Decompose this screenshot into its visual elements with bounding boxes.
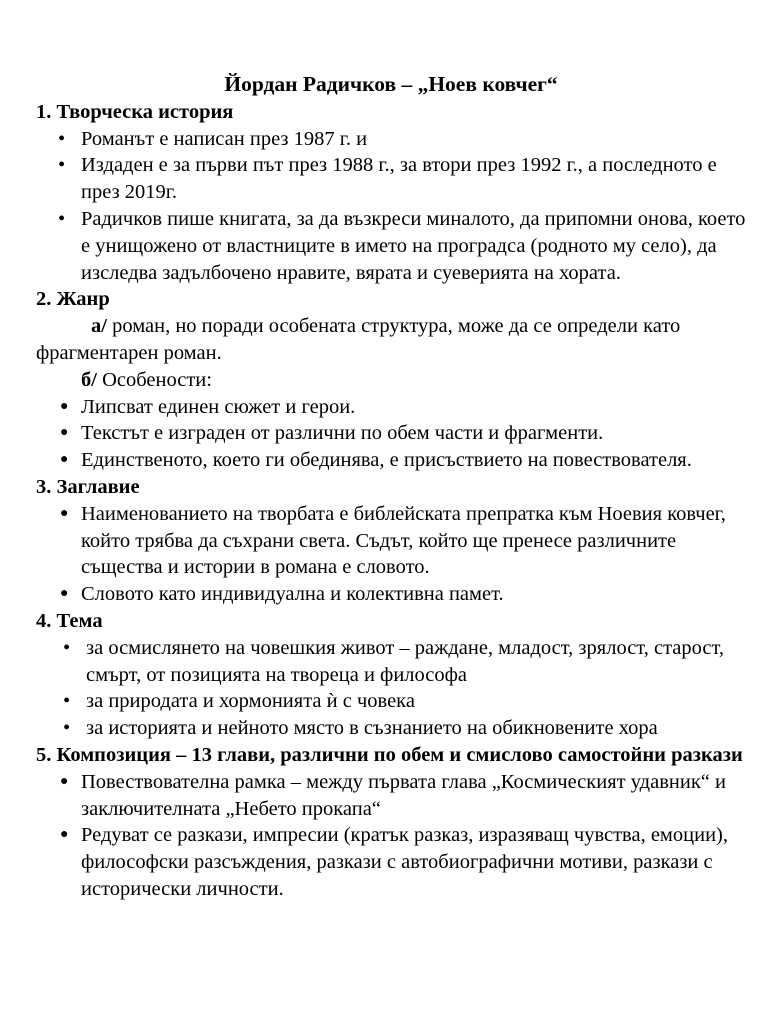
section-heading-history: 1. Творческа история: [36, 100, 234, 123]
list-item: • Радичков пише книгата, за да възкреси миналото, да припомни онова, което е унищожено от властниците в името на проградса (родното му село), да изследва задълбочено нравите, вярата и суеверията на хората.: [58, 207, 746, 284]
list-item: • Издаден е за първи път през 1988 г., за втори през 1992 г., а последното е през 2019г.: [58, 154, 717, 204]
list-item: ● Редуват се разкази, импресии (кратък разказ, изразяващ чувства, емоции), философски разсъждения, разкази с автобиографични мотиви, разкази с исторически личности.: [60, 824, 729, 900]
section-heading-theme: 4. Тема: [36, 609, 103, 632]
genre-paragraph-a: а/ роман, но поради особената структура, може да се определи като фрагментарен роман.: [36, 315, 681, 364]
bullet-icon: •: [63, 690, 71, 713]
bullet-icon: ●: [60, 425, 69, 441]
list-item: ● Текстът е изграден от различни по обем части и фрагменти.: [36, 420, 746, 447]
bullet-icon: ●: [60, 773, 69, 789]
bullet-icon: •: [63, 636, 71, 659]
bullet-icon: ●: [60, 505, 69, 521]
bullet-icon: •: [58, 127, 66, 150]
list-item: ● Единственото, което ги обединява, е присъствието на повествователя.: [36, 447, 746, 474]
genre-paragraph-b: б/ Особености:: [81, 368, 212, 391]
marker-a: а/: [91, 315, 107, 338]
list-item: ● Наименованието на творбата е библейската препратка към Ноевия ковчег, който трябва да съхрани света. Съдът, който ще пренесе различните същества и истории в романа е словото.: [60, 502, 726, 579]
title-list: [36, 501, 746, 608]
list-item: ● Словото като индивидуална и колективна памет.: [36, 581, 746, 608]
bullet-icon: •: [58, 207, 66, 230]
genre-features-list: [36, 394, 746, 474]
document-page: [36, 71, 746, 903]
bullet-icon: •: [63, 717, 71, 740]
list-item: ● Повествователна рамка – между първата глава „Космическият удавник“ и заключителната „Небето прокапа“: [60, 770, 726, 820]
list-item: • за осмислянето на човешкия живот – раждане, младост, зрялост, старост, смърт, от позицията на твореца и философа: [63, 636, 725, 686]
bullet-icon: ●: [60, 452, 69, 468]
section-heading-genre: 2. Жанр: [36, 288, 110, 311]
bullet-icon: •: [58, 154, 66, 177]
list-item: • за природата и хормонията ѝ с човека: [36, 688, 746, 715]
bullet-icon: ●: [60, 827, 69, 843]
history-list: [36, 126, 746, 287]
bullet-icon: ●: [60, 586, 69, 602]
list-item: • за историята и нейното място в съзнанието на обикновените хора: [36, 715, 746, 742]
theme-list: [36, 635, 746, 742]
document-title: Йордан Радичков – „Ноев ковчег“: [224, 72, 558, 96]
list-item: ● Липсват единен сюжет и герои.: [36, 394, 746, 421]
section-heading-title: 3. Заглавие: [36, 475, 140, 498]
bullet-icon: ●: [60, 398, 69, 414]
marker-b: б/: [81, 368, 97, 391]
section-heading-composition: 5. Композиция – 13 глави, различни по обем и смислово самостойни разкази: [36, 743, 743, 766]
list-item: • Романът е написан през 1987 г. и: [36, 126, 746, 153]
composition-list: [36, 769, 746, 903]
